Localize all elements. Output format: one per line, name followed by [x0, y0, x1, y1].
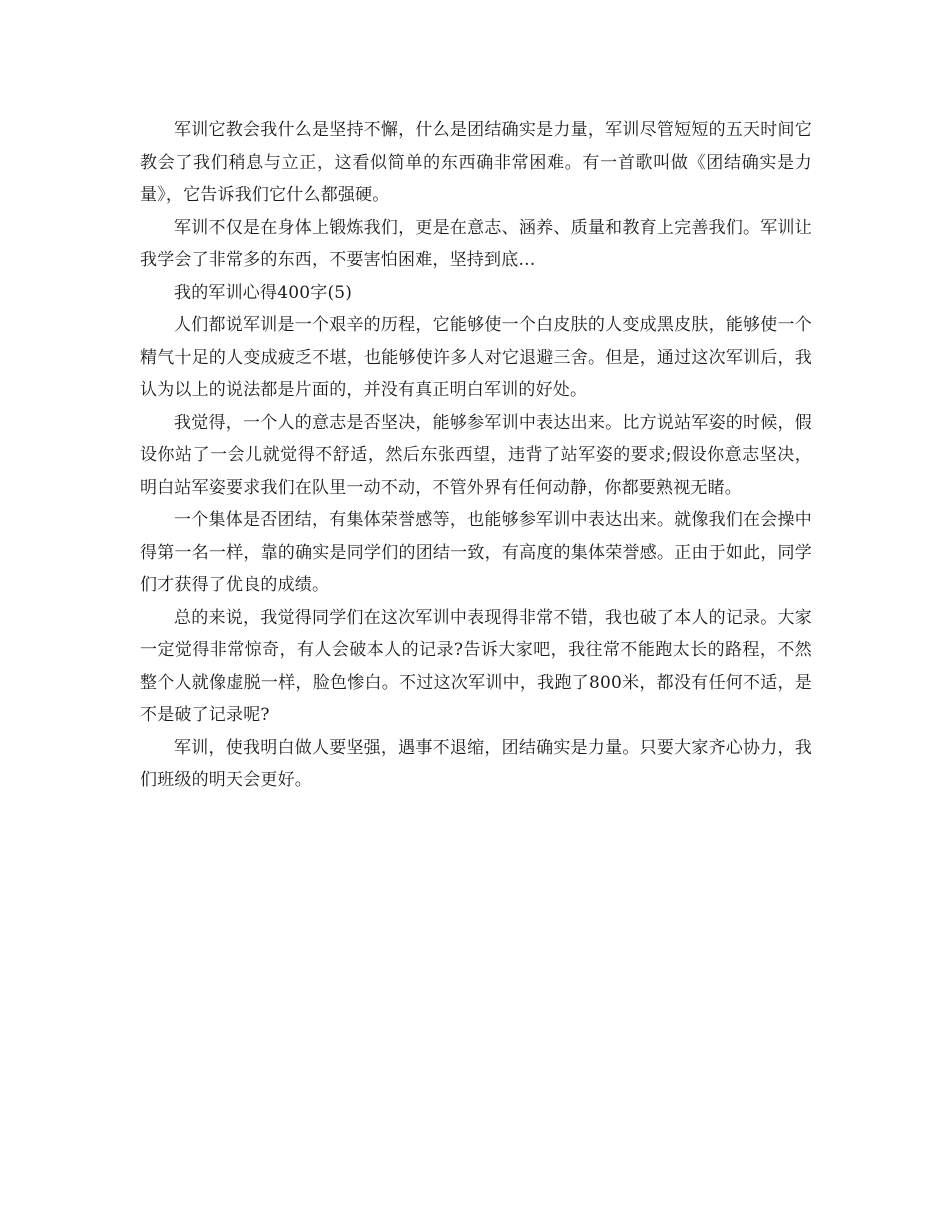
paragraph: 军训它教会我什么是坚持不懈，什么是团结确实是力量，军训尽管短短的五天时间它教会了我们稍息与立正，这看似简单的东西确非常困难。有一首歌叫做《团结确实是力量》，它告诉我们它什么都强硬。 — [140, 120, 812, 205]
paragraph: 我觉得，一个人的意志是否坚决，能够参军训中表达出来。比方说站军姿的时候，假设你站了一会儿就觉得不舒适，然后东张西望，违背了站军姿的要求;假设你意志坚决，明白站军姿要求我们在队里一动不动，不管外界有任何动静，你都要熟视无睹。 — [140, 412, 812, 498]
section-heading: 我的军训心得400字(5) — [174, 282, 353, 303]
paragraph: 军训，使我明白做人要坚强，遇事不退缩，团结确实是力量。只要大家齐心协力，我们班级的明天会更好。 — [140, 737, 812, 790]
document-body — [140, 114, 812, 797]
paragraph: 军训不仅是在身体上锻炼我们，更是在意志、涵养、质量和教育上完善我们。军训让我学会了非常多的东西，不要害怕困难，坚持到底… — [140, 217, 812, 270]
paragraph: 人们都说军训是一个艰辛的历程，它能够使一个白皮肤的人变成黑皮肤，能够使一个精气十足的人变成疲乏不堪，也能够使许多人对它退避三舍。但是，通过这次军训后，我认为以上的说法都是片面的，并没有真正明白军训的好处。 — [140, 315, 812, 400]
paragraph: 一个集体是否团结，有集体荣誉感等，也能够参军训中表达出来。就像我们在会操中得第一名一样，靠的确实是同学们的团结一致，有高度的集体荣誉感。正由于如此，同学们才获得了优良的成绩。 — [140, 510, 812, 595]
paragraph: 总的来说，我觉得同学们在这次军训中表现得非常不错，我也破了本人的记录。大家一定觉得非常惊奇，有人会破本人的记录?告诉大家吧，我往常不能跑太长的路程，不然整个人就像虚脱一样，脸色惨白。不过这次军训中，我跑了800米，都没有任何不适，是不是破了记录呢? — [140, 607, 812, 725]
